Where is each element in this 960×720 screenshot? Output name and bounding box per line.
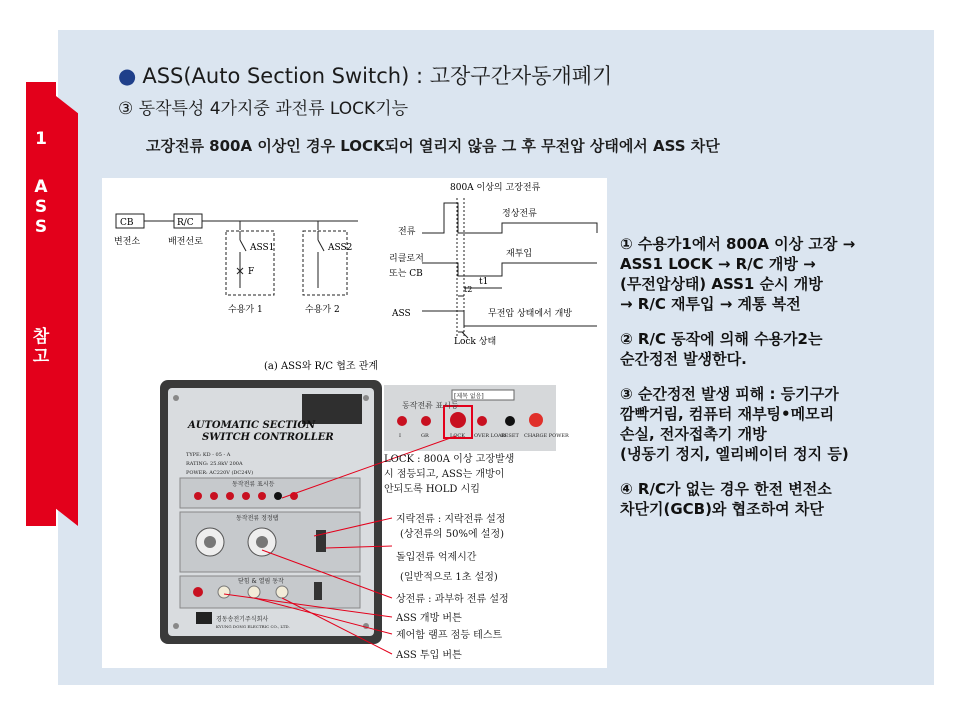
zoom-lamp-i: I (399, 433, 401, 439)
one-line-diagram (116, 214, 358, 295)
device-title-2: SWITCH CONTROLLER (202, 432, 334, 443)
t2-label: t2 (464, 285, 473, 294)
section-tab (26, 82, 78, 526)
notes-list (620, 234, 930, 534)
device-company-en: KYUNG DONG ELECTRIC CO., LTD. (216, 624, 290, 629)
device-op-panel: 닫힘 & 열림 동작 (238, 578, 284, 585)
device-power: POWER: AC220V (DC24V) (186, 470, 254, 476)
diagram-caption: (a) ASS와 R/C 협조 관계 (264, 361, 379, 372)
section-char-cham: 참 (32, 327, 50, 347)
device-type: TYPE: KD - 05 - A (186, 452, 231, 458)
t1-label: t1 (479, 277, 489, 287)
zoom-lamp-gr: GR (421, 433, 429, 439)
device-company-kr: 경동송전기주식회사 (216, 616, 269, 623)
callout-lock-3: 안되도록 HOLD 시킴 (384, 484, 480, 495)
device-rating: RATING: 25.8kV 200A (186, 461, 243, 467)
section-char-go: 고 (32, 347, 50, 367)
distribution-line-label: 배전선로 (168, 237, 203, 247)
callout-lock-2: 시 점등되고, ASS는 개방이 (384, 469, 505, 480)
figure-panel (102, 178, 607, 668)
device-setting-panel: 동작전류 정정탭 (236, 515, 279, 522)
zoom-lamp-overload: OVER LOAD (474, 433, 506, 439)
substation-label: 변전소 (114, 237, 141, 247)
callout-phase: 상전류 : 과부하 전류 설정 (396, 594, 509, 605)
current-row-label: 전류 (398, 227, 416, 237)
fault-label: F (248, 267, 255, 277)
device-title-1: AUTOMATIC SECTION (188, 420, 316, 431)
callout-lock-1: LOCK : 800A 이상 고장발생 (384, 454, 515, 465)
zoom-heading: 동작전류 표시등 (402, 401, 459, 410)
reclose-label: 재투입 (506, 249, 533, 259)
note-2: ② R/C 동작에 의해 수용가2는 순간정전 발생한다. (620, 330, 823, 368)
callout-ground-2: (상전류의 50%에 설정) (400, 529, 505, 540)
callout-ground-1: 지락전류 : 지락전류 설정 (396, 514, 506, 525)
ass1-label: ASS1 (250, 243, 275, 253)
rc-label: R/C (177, 218, 194, 228)
zoom-lamp-reset: RESET (501, 433, 519, 439)
callout-lamp-test: 제어함 램프 점등 테스트 (396, 630, 503, 641)
slide-title: ● ASS(Auto Section Switch) : 고장구간자동개폐기 (118, 64, 613, 88)
fault-current-label: 800A 이상의 고장전류 (450, 183, 541, 193)
recloser-row-label-2: 또는 CB (389, 269, 423, 279)
device-lamp-panel: 동작전류 표시등 (232, 481, 275, 488)
lock-state-label: Lock 상태 (454, 337, 497, 347)
slide-description: 고장전류 800A 이상인 경우 LOCK되어 열리지 않음 그 후 무전압 상태에서 ASS 차단 (146, 137, 720, 155)
ass2-label: ASS2 (328, 243, 353, 253)
zoom-lamp-charge: CHARGE POWER (524, 433, 569, 439)
cb-label: CB (120, 218, 134, 228)
section-char-s2: S (34, 217, 48, 237)
zoom-lamp-lock: LOCK (450, 433, 465, 439)
customer2-label: 수용가 2 (305, 305, 340, 315)
section-char-s1: S (34, 197, 48, 217)
section-number: 1 (35, 129, 47, 149)
callout-open-button: ASS 개방 버튼 (396, 613, 462, 624)
customer1-label: 수용가 1 (228, 305, 263, 315)
callout-inrush-2: (일반적으로 1초 설정) (400, 572, 498, 583)
callout-close-button: ASS 투입 버튼 (396, 650, 462, 661)
zoom-no-title: [제목 없음] (454, 393, 484, 400)
normal-current-label: 정상전류 (502, 209, 537, 219)
slide-subtitle: ③ 동작특성 4가지중 과전류 LOCK기능 (118, 99, 408, 119)
note-3: ③ 순간정전 발생 피해 : 등기구가 깜빡거림, 컴퓨터 재부팅•메모리 손실, 전자접촉기 개방 (냉동기 정지, 엘리베이터 정지 등) (620, 385, 849, 463)
ass-open-label: 무전압 상태에서 개방 (488, 309, 572, 319)
section-char-a: A (34, 177, 48, 197)
callout-inrush-1: 돌입전류 억제시간 (396, 552, 477, 563)
recloser-row-label-1: 리클로저 (389, 254, 424, 264)
note-4: ④ R/C가 없는 경우 한전 변전소 차단기(GCB)와 협조하여 차단 (620, 480, 832, 518)
note-1: ① 수용가1에서 800A 이상 고장 → ASS1 LOCK → R/C 개방 → (무전압상태) ASS1 순시 개방 → R/C 재투입 → 계통 복전 (620, 235, 856, 313)
bullet-icon: ● (118, 64, 137, 88)
figure-svg (102, 178, 607, 668)
ass-row-label: ASS (392, 309, 411, 319)
